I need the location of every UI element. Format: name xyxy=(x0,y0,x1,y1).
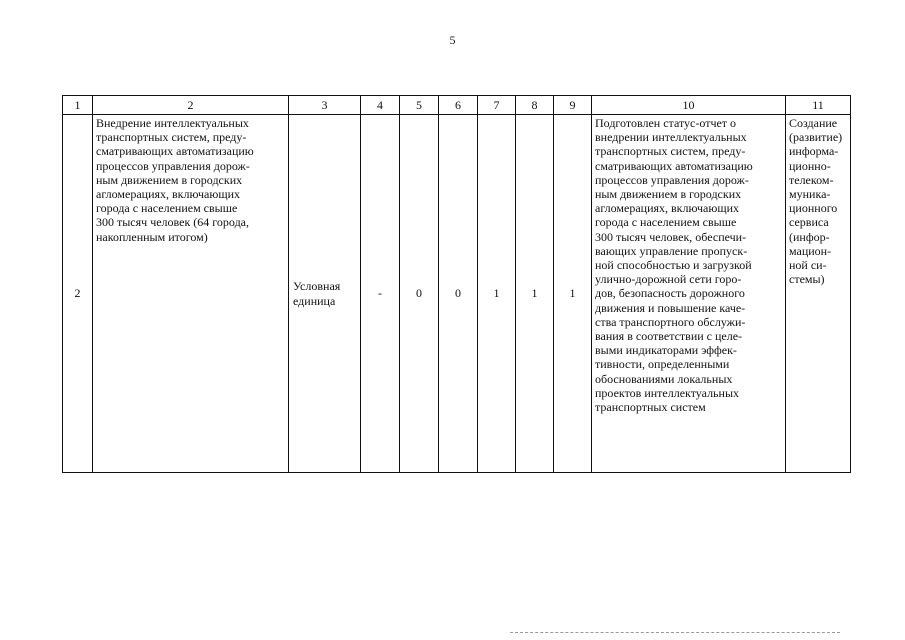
cell-text-line: ционного xyxy=(789,201,838,216)
cell-text-line: движения и повышение каче- xyxy=(595,300,746,315)
header-cell-6: 6 xyxy=(439,96,478,115)
cell-text-line: обоснованиями локальных xyxy=(595,371,733,386)
cell-text-line: агломерациях, включающих xyxy=(96,187,240,202)
value-cell-7: 1 xyxy=(478,115,516,473)
value-cell-5: 0 xyxy=(400,115,439,473)
cell-text-line: транспортных систем, преду- xyxy=(595,144,746,159)
header-cell-7: 7 xyxy=(478,96,516,115)
cell-text-line: ной си- xyxy=(789,258,827,273)
header-cell-3: 3 xyxy=(289,96,361,115)
value-cell-6: 0 xyxy=(439,115,478,473)
cell-text-line: Создание xyxy=(789,116,838,130)
result-description-cell xyxy=(592,115,786,473)
cell-text-line: Подготовлен статус-отчет о xyxy=(595,116,737,130)
cell-text-line: (развитие) xyxy=(789,130,843,145)
page-number: 5 xyxy=(449,33,456,47)
value-cell-9: 1 xyxy=(554,115,592,473)
cell-text-line: процессов управления дорож- xyxy=(595,172,749,187)
cell-text-line: дов, безопасность дорожного xyxy=(595,286,745,301)
cell-text-line: транспортных систем xyxy=(595,400,706,415)
cell-text-line: сервиса xyxy=(789,215,829,230)
cell-text-line: сматривающих автоматизацию xyxy=(595,158,753,173)
header-cell-9: 9 xyxy=(554,96,592,115)
table-header-row xyxy=(63,96,851,115)
cell-text-line: Внедрение интеллектуальных xyxy=(96,116,249,130)
row-number-cell: 2 xyxy=(63,115,93,473)
activity-cell xyxy=(786,115,851,473)
cell-text-line: города с населением свыше xyxy=(96,201,238,216)
table-row xyxy=(63,115,851,473)
cell-text-line: 300 тысяч человек, обеспечи- xyxy=(595,229,747,244)
scan-footer-marks xyxy=(510,632,840,635)
header-cell-4: 4 xyxy=(361,96,400,115)
value-cell-4: - xyxy=(361,115,400,473)
cell-text-line: муника- xyxy=(789,187,831,202)
cell-text-line: Условная xyxy=(293,279,341,294)
header-cell-8: 8 xyxy=(516,96,554,115)
header-cell-1: 1 xyxy=(63,96,93,115)
cell-text-line: мацион- xyxy=(789,243,832,258)
cell-text-line: (инфор- xyxy=(789,229,830,244)
indicator-table xyxy=(62,95,851,473)
cell-text-line: выми индикаторами эффек- xyxy=(595,343,737,358)
cell-text-line: тивности, определенными xyxy=(595,357,730,372)
unit-cell xyxy=(289,115,361,473)
cell-text-line: 300 тысяч человек (64 города, xyxy=(96,215,249,230)
header-cell-5: 5 xyxy=(400,96,439,115)
header-cell-10: 10 xyxy=(592,96,786,115)
cell-text-line: ным движением в городских xyxy=(96,172,243,187)
header-cell-11: 11 xyxy=(786,96,851,115)
cell-text-line: телеком- xyxy=(789,172,834,187)
cell-text-line: процессов управления дорож- xyxy=(96,158,250,173)
cell-text-line: ной способностью и загрузкой xyxy=(595,258,752,273)
cell-text-line: вающих управление пропуск- xyxy=(595,243,748,258)
cell-text-line: ным движением в городских xyxy=(595,187,742,202)
cell-text-line: транспортных систем, преду- xyxy=(96,130,247,145)
cell-text-line: информа- xyxy=(789,144,839,159)
cell-text-line: единица xyxy=(293,293,336,308)
cell-text-line: ства транспортного обслужи- xyxy=(595,314,746,329)
cell-text-line: агломерациях, включающих xyxy=(595,201,739,216)
cell-text-line: улично-дорожной сети горо- xyxy=(595,272,742,287)
cell-text-line: ционно- xyxy=(789,158,831,173)
indicator-name-cell xyxy=(93,115,289,473)
cell-text-line: внедрении интеллектуальных xyxy=(595,130,747,145)
cell-text-line: накопленным итогом) xyxy=(96,229,208,244)
value-cell-8: 1 xyxy=(516,115,554,473)
cell-text-line: города с населением свыше xyxy=(595,215,737,230)
cell-text-line: проектов интеллектуальных xyxy=(595,385,740,400)
header-cell-2: 2 xyxy=(93,96,289,115)
cell-text-line: сматривающих автоматизацию xyxy=(96,144,254,159)
cell-text-line: стемы) xyxy=(789,272,825,287)
cell-text-line: вания в соответствии с целе- xyxy=(595,329,743,344)
